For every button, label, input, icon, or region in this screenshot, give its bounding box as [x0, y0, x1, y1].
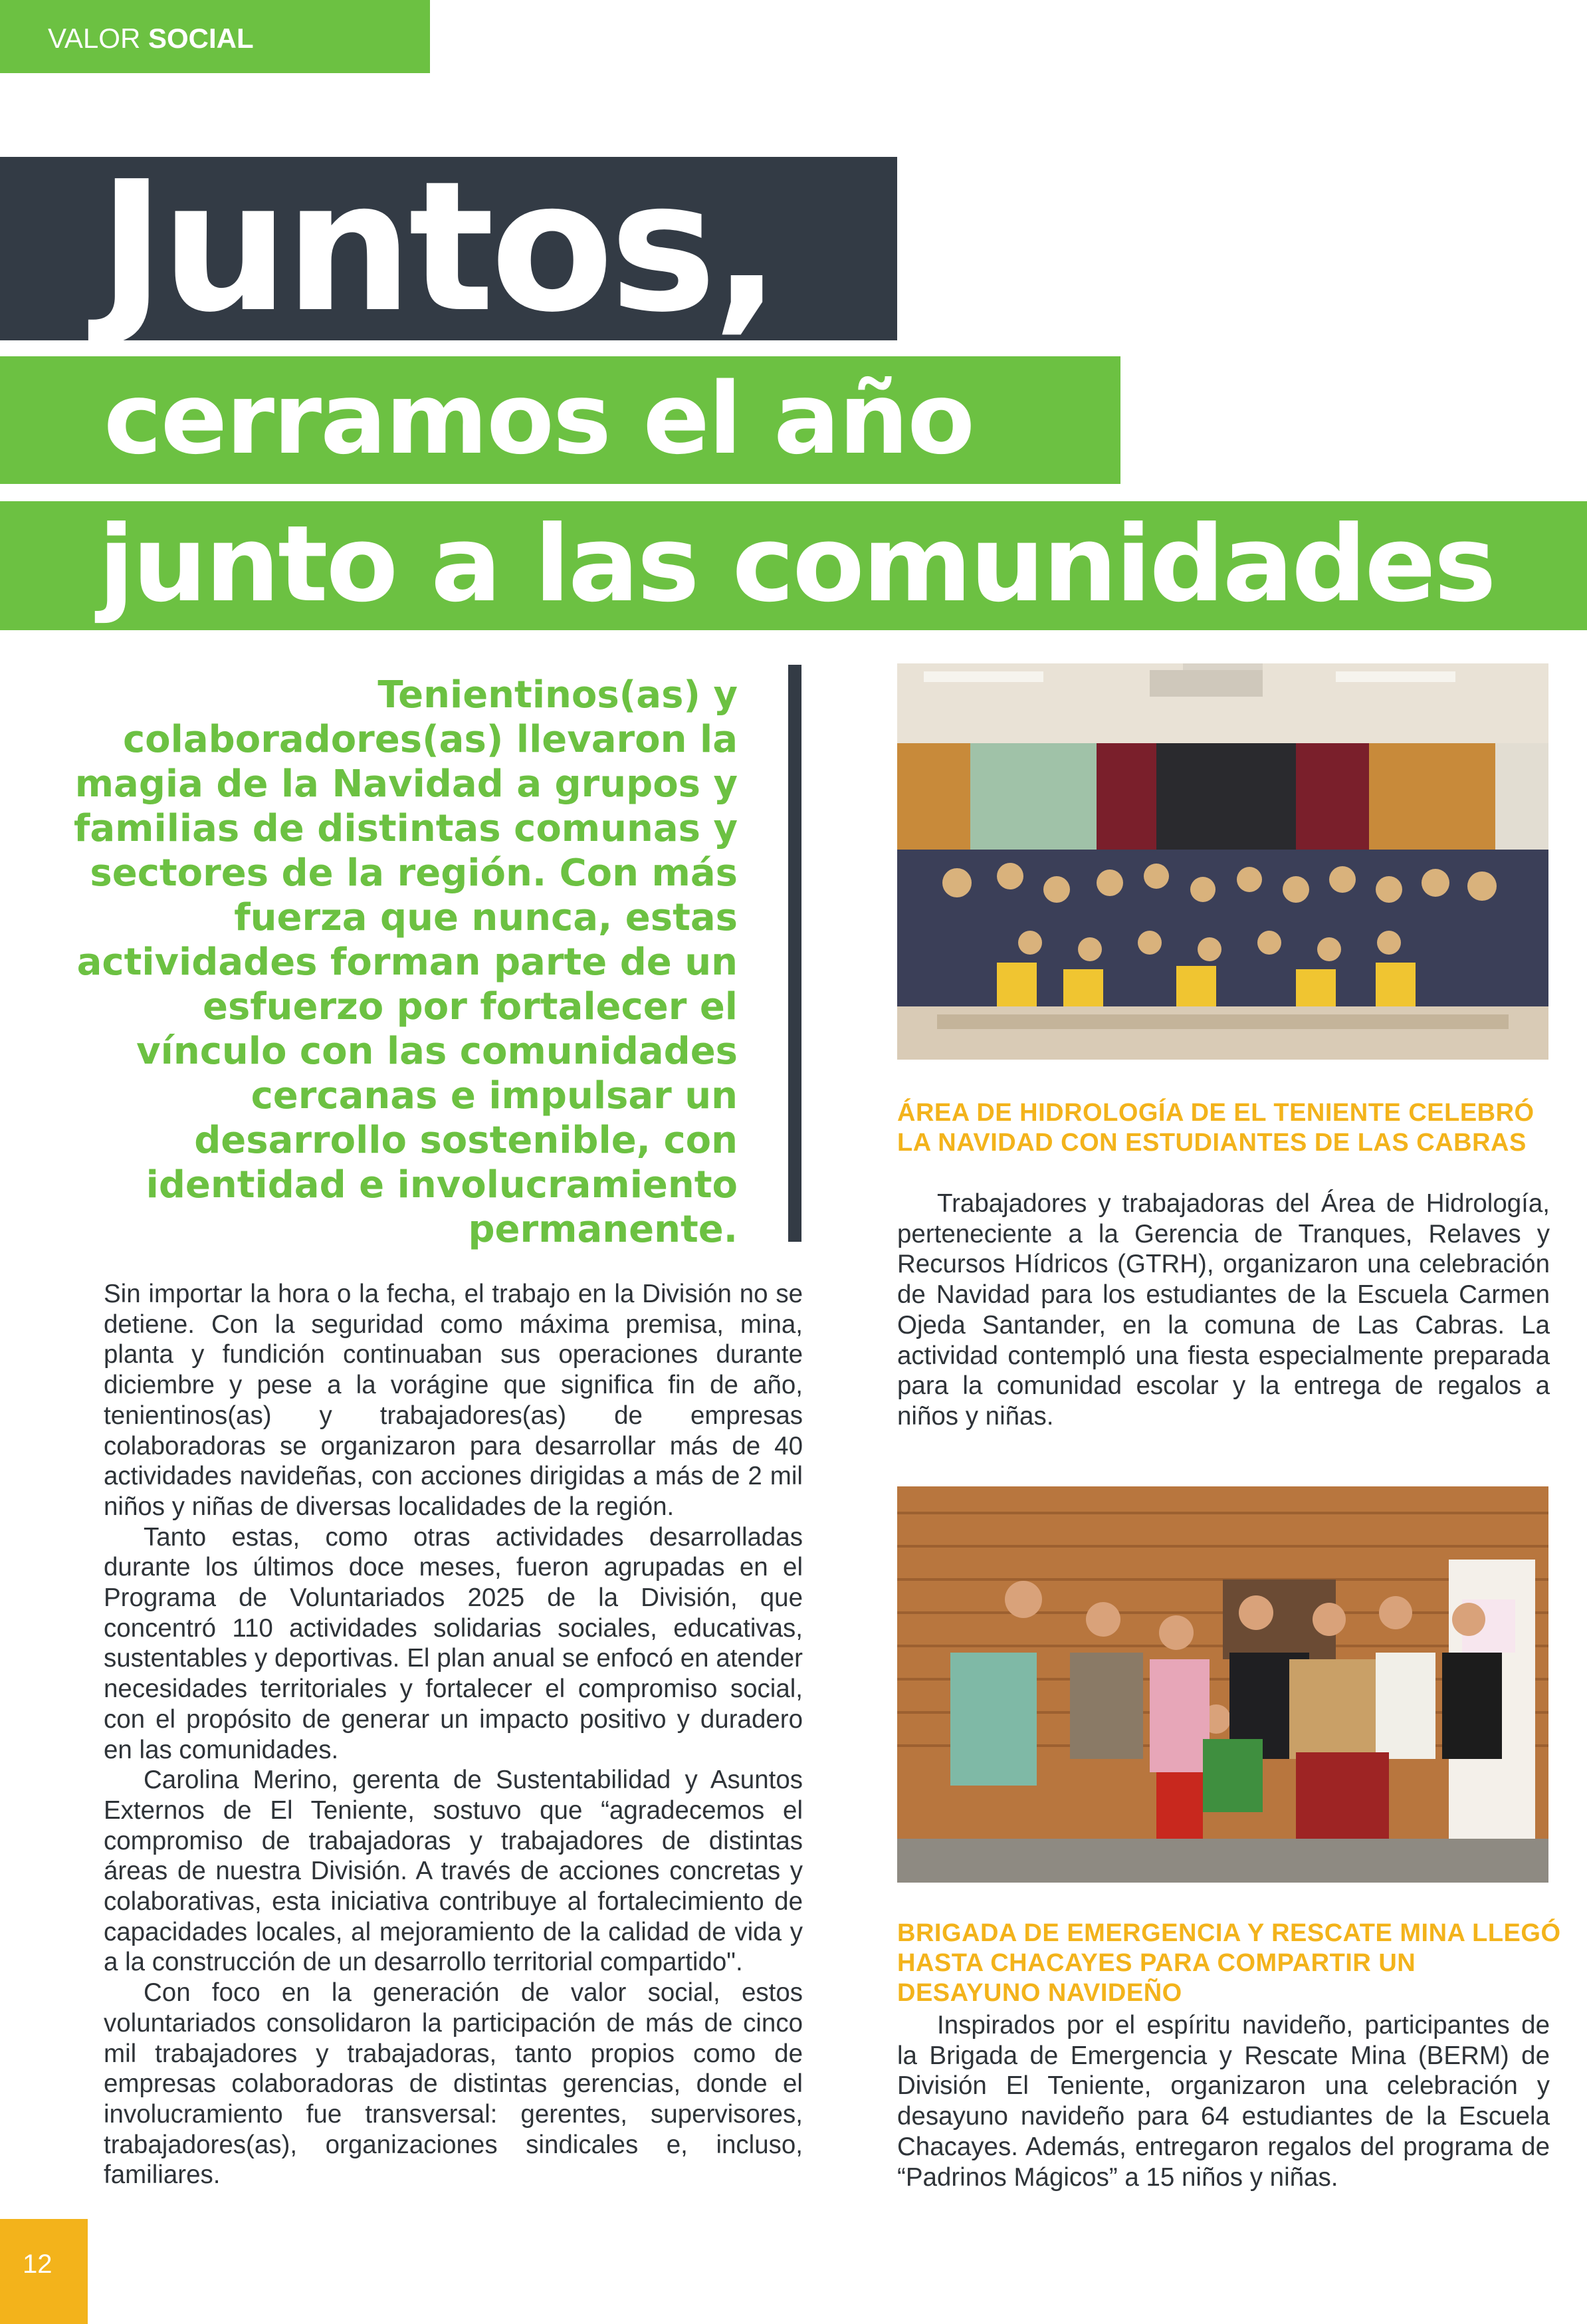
headline-line-2: cerramos el año: [104, 362, 974, 476]
body-paragraph: Sin importar la hora o la fecha, el trabajo en la División no se detiene. Con la seguridad como máxima premisa, mina, planta y fundición continuaban sus operaciones durante diciembre y pese a la vorágine que significa fin de año, tenientinos(as) y trabajadores(as) de empresas colaboradoras se organizaron para desarrollar más de 40 actividades navideñas, con acciones dirigidas a más de 2 mil niños y niñas de diversas localidades de la región.: [104, 1280, 803, 1521]
caption-body-2: [897, 2010, 1550, 2192]
lead-paragraph: Tenientinos(as) y colaboradores(as) llevaron la magia de la Navidad a grupos y familias de distintas comunas y sectores de la región. Con más fuerza que nunca, estas actividades forman parte de un esfuerzo por fortalecer el vínculo con las comunidades cercanas e impulsar un desarrollo sostenible, con identidad e involucramiento permanente.: [74, 673, 738, 1251]
caption-title-1: ÁREA DE HIDROLOGÍA DE EL TENIENTE CELEBRÓ LA NAVIDAD CON ESTUDIANTES DE LAS CABRAS: [897, 1099, 1534, 1157]
section-prefix: VALOR: [48, 23, 141, 54]
body-column: [104, 1279, 803, 2190]
photo-classroom-illustration: [897, 663, 1548, 1060]
headline-line-3: junto a las comunidades: [98, 503, 1495, 626]
photo-brigade-illustration: [897, 1486, 1548, 1883]
section-tab: [0, 0, 430, 73]
caption-text-2: Inspirados por el espíritu navideño, participantes de la Brigada de Emergencia y Rescate Mina (BERM) de División El Teniente, organizaron una celebración y desayuno navideño para 64 estudiantes de la Escuela Chacayes. Además, entregaron regalos del programa de “Padrinos Mágicos” a 15 niños y niñas.: [897, 2011, 1550, 2192]
photo-classroom: [897, 663, 1548, 1060]
lead-rule: [788, 665, 801, 1242]
page-number: 12: [23, 2250, 53, 2279]
photo-brigade: [897, 1486, 1548, 1883]
body-paragraph: Con foco en la generación de valor social, estos voluntariados consolidaron la participación de más de cinco mil trabajadores y trabajadoras, tanto propios como de empresas colaboradoras de distintas gerencias, donde el involucramiento fue transversal: gerentes, supervisores, trabajadores(as), organizaciones sindicales e, incluso, familiares.: [104, 1978, 803, 2190]
caption-title-2: BRIGADA DE EMERGENCIA Y RESCATE MINA LLEGÓ HASTA CHACAYES PARA COMPARTIR UN DESAYUNO NAVIDEÑO: [897, 1919, 1561, 2007]
section-bold: SOCIAL: [148, 23, 254, 54]
headline-line-1: Juntos,: [98, 142, 777, 352]
section-label: [48, 23, 254, 55]
caption-body-1: [897, 1189, 1550, 1432]
caption-text-1: Trabajadores y trabajadoras del Área de Hidrología, perteneciente a la Gerencia de Tranques, Relaves y Recursos Hídricos (GTRH), organizaron una celebración de Navidad para los estudiantes de la Escuela Carmen Ojeda Santander, en la comuna de Las Cabras. La actividad contempló una fiesta especialmente preparada para la comunidad escolar y la entrega de regalos a niños y niñas.: [897, 1189, 1550, 1431]
body-paragraph: Carolina Merino, gerenta de Sustentabilidad y Asuntos Externos de El Teniente, sostuvo que “agradecemos el compromiso de trabajadoras y trabajadores de distintas áreas de nuestra División. A través de acciones concretas y colaborativas, esta iniciativa contribuye al fortalecimiento de capacidades locales, al mejoramiento de la calidad de vida y a la construcción de un desarrollo territorial compartido".: [104, 1766, 803, 1977]
body-paragraph: Tanto estas, como otras actividades desarrolladas durante los últimos doce meses, fueron agrupadas en el Programa de Voluntariados 2025 de la División, que concentró 110 actividades solidarias sociales, educativas, sustentables y deportivas. El plan anual se enfocó en atender necesidades territoriales y fortalecer el compromiso social, con el propósito de generar un impacto positivo y duradero en las comunidades.: [104, 1522, 803, 1764]
